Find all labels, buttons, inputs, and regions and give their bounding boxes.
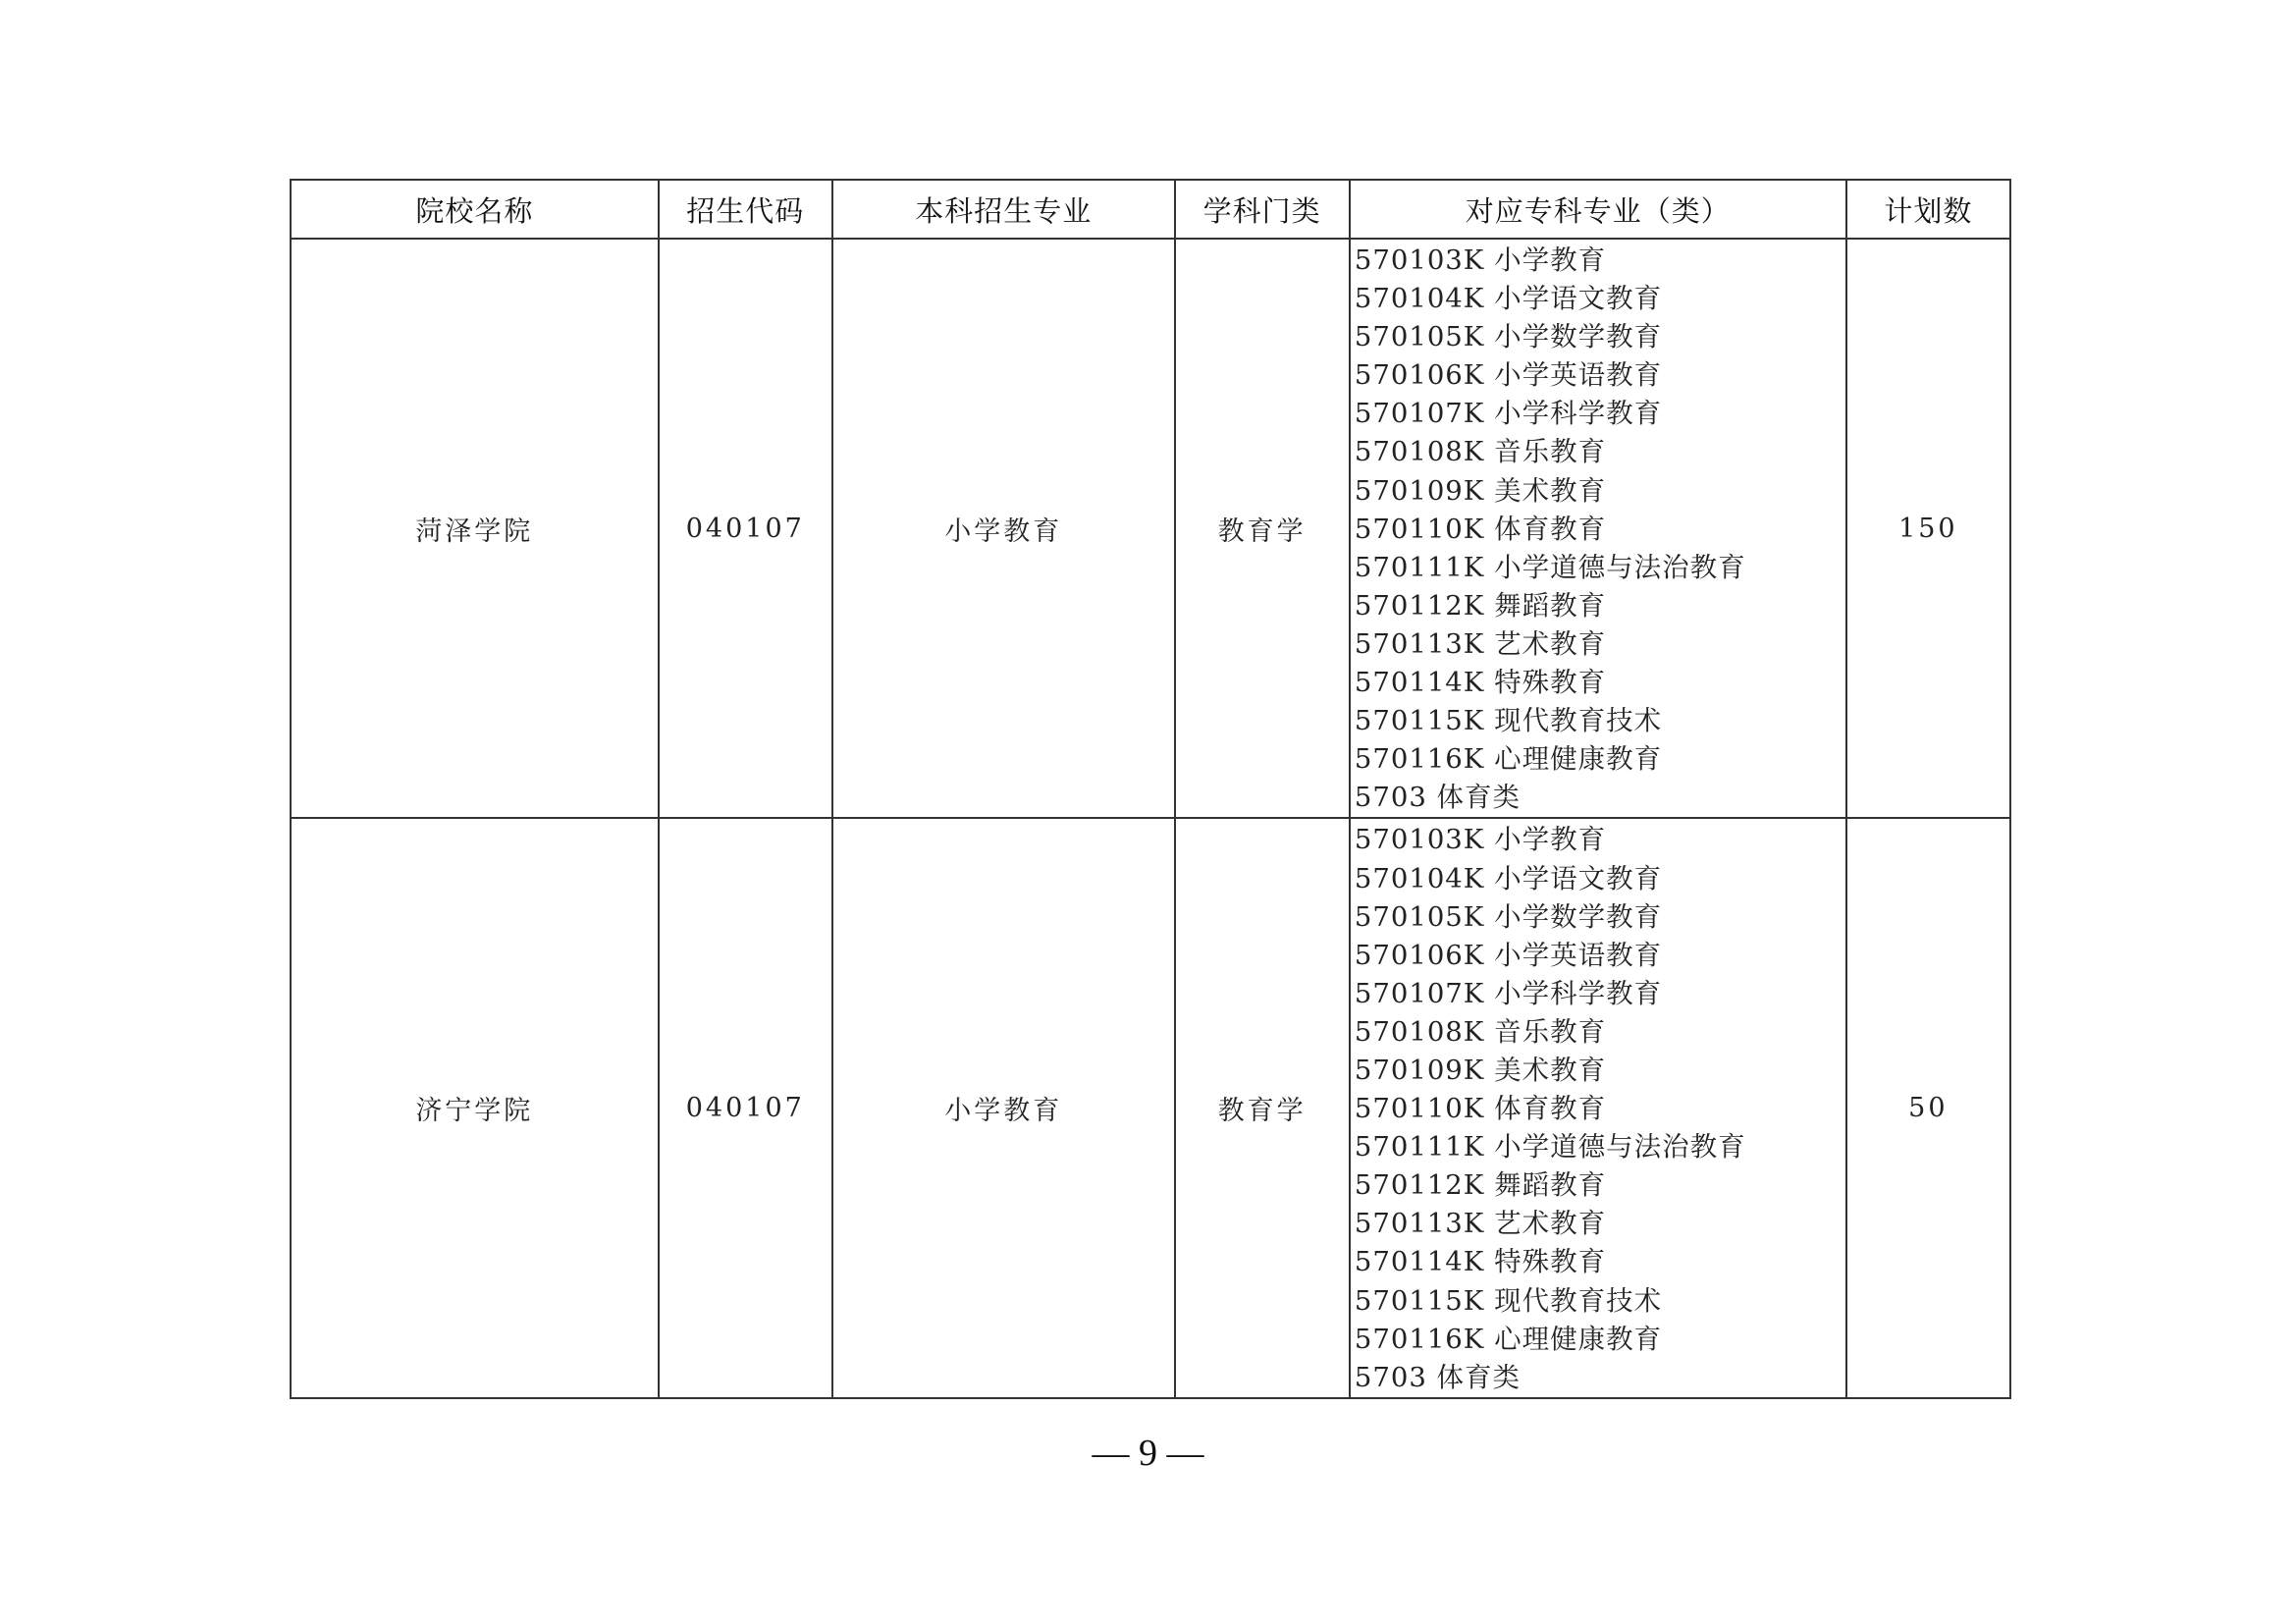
table-row: [291, 818, 2010, 1397]
page-number: — 9 —: [1092, 1433, 1204, 1474]
header-undergraduate-major: 本科招生专业: [832, 180, 1175, 239]
specialty-item: 5703 体育类: [1354, 782, 1522, 814]
specialty-item: 570104K 小学语文教育: [1354, 862, 1663, 894]
specialty-item: 570104K 小学语文教育: [1354, 283, 1663, 315]
plan-count-cell: 150: [1846, 239, 2010, 818]
specialty-item: 570114K 特殊教育: [1354, 667, 1607, 699]
table-header-row: [291, 180, 2010, 239]
specialty-item: 570106K 小学英语教育: [1354, 359, 1663, 392]
specialty-item: 570115K 现代教育技术: [1354, 705, 1663, 737]
specialty-item: 570109K 美术教育: [1354, 1054, 1607, 1086]
specialty-item: 570109K 美术教育: [1354, 474, 1607, 507]
header-plan-count: 计划数: [1846, 180, 2010, 239]
discipline-cell: 教育学: [1175, 818, 1350, 1397]
undergraduate-major-cell: 小学教育: [832, 239, 1175, 818]
specialty-item: 570103K 小学教育: [1354, 244, 1607, 276]
specialty-item: 570113K 艺术教育: [1354, 627, 1607, 660]
specialty-item: 570111K 小学道德与法治教育: [1354, 1131, 1746, 1164]
plan-count-cell: 50: [1846, 818, 2010, 1397]
specialty-item: 570112K 舞蹈教育: [1354, 589, 1607, 622]
specialty-item: 570113K 艺术教育: [1354, 1208, 1607, 1240]
discipline-cell: 教育学: [1175, 239, 1350, 818]
enrollment-code-cell: 040107: [659, 818, 832, 1397]
specialty-item: 570112K 舞蹈教育: [1354, 1169, 1607, 1202]
specialty-list-cell: [1350, 818, 1846, 1397]
specialty-item: 5703 体育类: [1354, 1361, 1522, 1393]
specialty-item: 570114K 特殊教育: [1354, 1246, 1607, 1278]
header-corresponding-specialty: 对应专科专业（类）: [1350, 180, 1846, 239]
school-name-cell: 济宁学院: [291, 818, 659, 1397]
specialty-item: 570110K 体育教育: [1354, 1093, 1607, 1125]
header-school-name: 院校名称: [291, 180, 659, 239]
school-name-cell: 菏泽学院: [291, 239, 659, 818]
specialty-item: 570110K 体育教育: [1354, 513, 1607, 545]
specialty-item: 570108K 音乐教育: [1354, 1015, 1607, 1048]
specialty-item: 570115K 现代教育技术: [1354, 1284, 1663, 1317]
specialty-item: 570116K 心理健康教育: [1354, 1323, 1663, 1355]
specialty-item: 570111K 小学道德与法治教育: [1354, 551, 1746, 583]
specialty-item: 570108K 音乐教育: [1354, 436, 1607, 468]
specialty-item: 570107K 小学科学教育: [1354, 398, 1663, 430]
specialty-item: 570106K 小学英语教育: [1354, 939, 1663, 971]
table-row: [291, 239, 2010, 818]
specialty-item: 570105K 小学数学教育: [1354, 321, 1663, 353]
specialty-item: 570103K 小学教育: [1354, 824, 1607, 856]
specialty-list-cell: [1350, 239, 1846, 818]
header-enrollment-code: 招生代码: [659, 180, 832, 239]
specialty-item: 570107K 小学科学教育: [1354, 977, 1663, 1009]
undergraduate-major-cell: 小学教育: [832, 818, 1175, 1397]
enrollment-code-cell: 040107: [659, 239, 832, 818]
header-discipline: 学科门类: [1175, 180, 1350, 239]
enrollment-plan-table: [290, 179, 2011, 1399]
specialty-item: 570116K 心理健康教育: [1354, 743, 1663, 776]
specialty-item: 570105K 小学数学教育: [1354, 900, 1663, 933]
